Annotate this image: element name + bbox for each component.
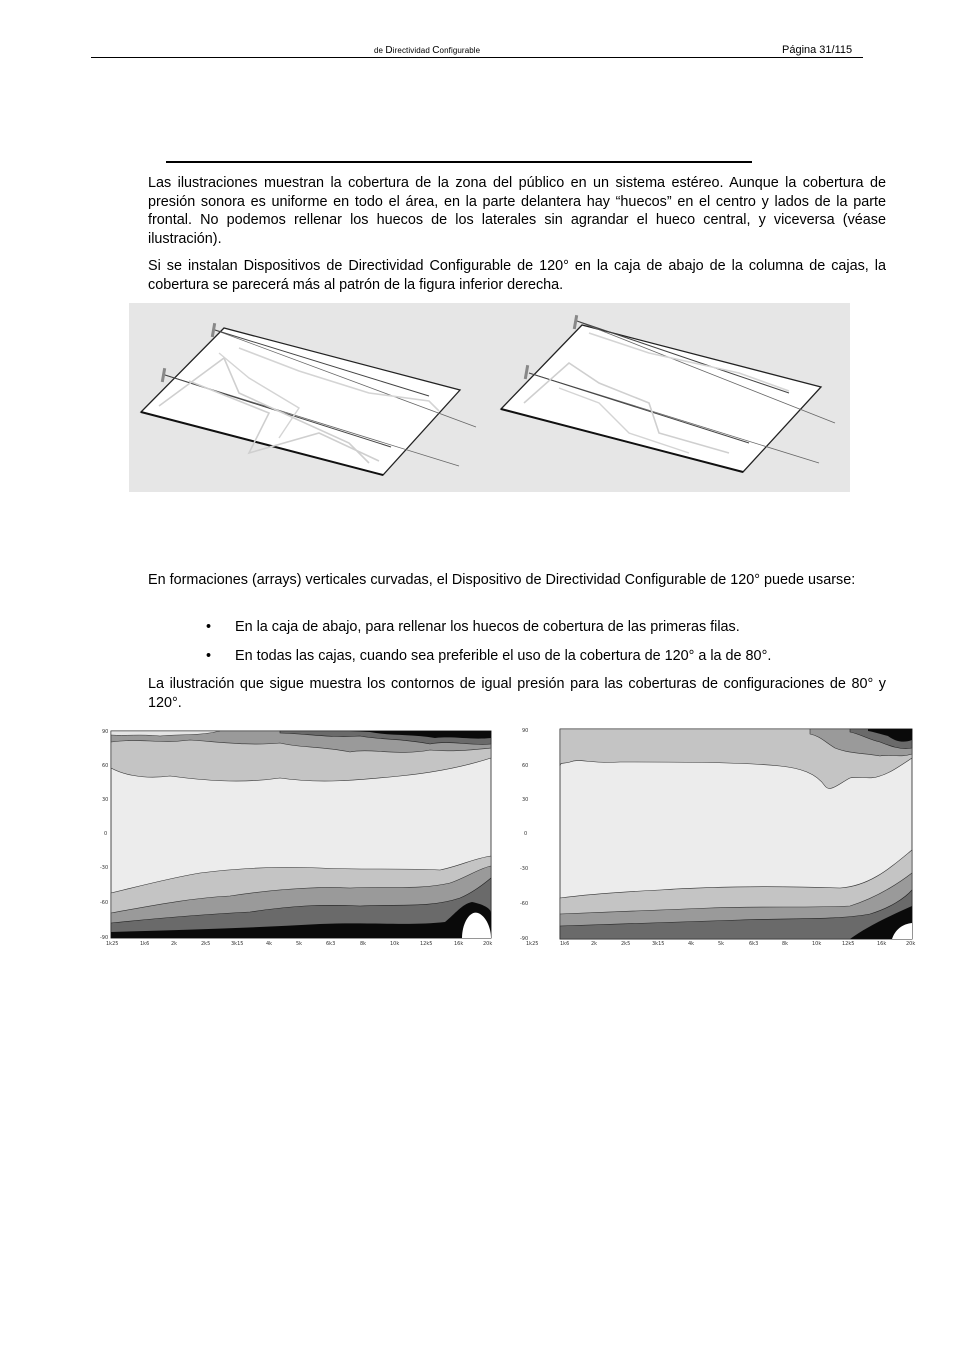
svg-text:1k6: 1k6 <box>560 941 570 947</box>
svg-text:3k15: 3k15 <box>231 941 244 947</box>
bullet-icon: • <box>206 619 212 635</box>
svg-text:6k3: 6k3 <box>326 941 336 947</box>
header-rule <box>91 57 863 58</box>
svg-text:-30: -30 <box>100 865 109 871</box>
svg-text:0: 0 <box>104 831 108 837</box>
speaker-icon <box>524 365 529 379</box>
paragraph-stereo-coverage: Las ilustraciones muestran la cobertura de la zona del público en un sistema estéreo. Aunque la cobertura de presión sonora es uniforme en todo el área, en la parte delantera hay “huecos” en el centro y lados de la parte frontal. No podemos rellenar los huecos de los laterales sin agrandar el hueco central, y viceversa (véase ilustración). <box>148 175 886 247</box>
svg-text:1k25: 1k25 <box>526 941 539 947</box>
svg-text:-60: -60 <box>100 900 109 906</box>
svg-text:2k: 2k <box>591 941 598 947</box>
paragraph-contours-intro: La ilustración que sigue muestra los contornos de igual presión para las coberturas de configuraciones de 80° y 120°. <box>148 676 886 711</box>
svg-text:2k5: 2k5 <box>621 941 631 947</box>
speaker-icon <box>573 315 578 329</box>
paragraph-curved-arrays: En formaciones (arrays) verticales curvadas, el Dispositivo de Directividad Configurable de 120° puede usarse: <box>148 572 856 588</box>
coverage-plane-right <box>501 315 835 472</box>
svg-text:30: 30 <box>102 797 109 803</box>
svg-text:3k15: 3k15 <box>652 941 665 947</box>
svg-text:4k: 4k <box>266 941 273 947</box>
svg-text:60: 60 <box>522 763 529 769</box>
svg-text:16k: 16k <box>877 941 887 947</box>
svg-text:90: 90 <box>522 728 529 734</box>
svg-text:1k6: 1k6 <box>140 941 150 947</box>
svg-text:-90: -90 <box>100 935 109 941</box>
svg-text:30: 30 <box>522 797 529 803</box>
svg-text:8k: 8k <box>782 941 789 947</box>
svg-text:1k25: 1k25 <box>106 941 119 947</box>
coverage-illustration <box>129 303 850 492</box>
svg-text:5k: 5k <box>718 941 725 947</box>
svg-text:12k5: 12k5 <box>842 941 855 947</box>
page-number: Página 31/115 <box>782 44 853 56</box>
svg-text:8k: 8k <box>360 941 367 947</box>
paragraph-120-install: Si se instalan Dispositivos de Directividad Configurable de 120° en la caja de abajo de la columna de cajas, la cobertura se parecerá más al patrón de la figura inferior derecha. <box>148 258 886 293</box>
svg-text:10k: 10k <box>390 941 400 947</box>
svg-text:-30: -30 <box>520 866 529 872</box>
svg-text:2k: 2k <box>171 941 178 947</box>
svg-text:2k5: 2k5 <box>201 941 211 947</box>
svg-text:20k: 20k <box>906 941 916 947</box>
coverage-plane-left <box>141 323 476 475</box>
contour-plot-80 <box>100 718 495 950</box>
running-header-title: de Directividad Configurable <box>374 45 481 56</box>
svg-text:10k: 10k <box>812 941 822 947</box>
svg-text:6k3: 6k3 <box>749 941 759 947</box>
svg-text:5k: 5k <box>296 941 303 947</box>
svg-text:-90: -90 <box>520 936 529 942</box>
svg-text:16k: 16k <box>454 941 464 947</box>
svg-text:60: 60 <box>102 763 109 769</box>
contour-plot-120 <box>520 718 920 950</box>
section-rule <box>166 161 752 163</box>
svg-text:-60: -60 <box>520 901 529 907</box>
svg-text:90: 90 <box>102 729 109 735</box>
svg-text:0: 0 <box>524 831 528 837</box>
svg-text:4k: 4k <box>688 941 695 947</box>
bullet-icon: • <box>206 648 212 664</box>
svg-text:12k5: 12k5 <box>420 941 433 947</box>
svg-text:20k: 20k <box>483 941 493 947</box>
